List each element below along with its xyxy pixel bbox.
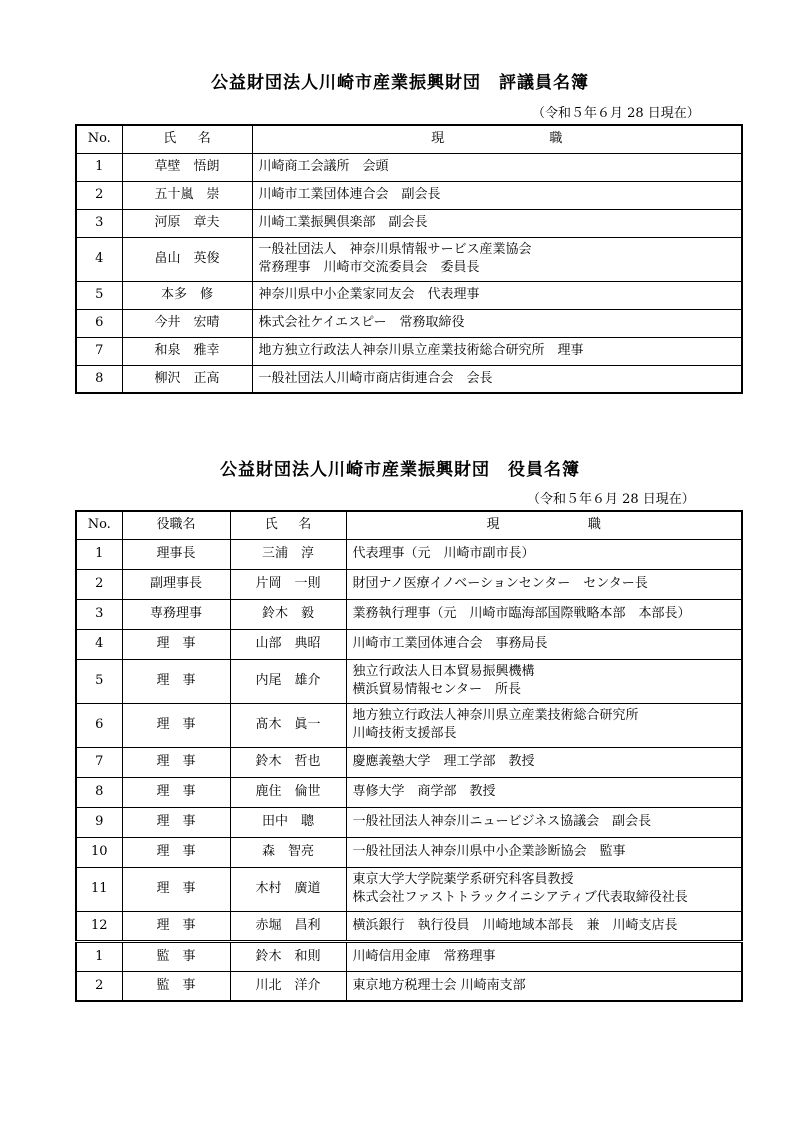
position-line: 川崎技術支援部長 — [352, 726, 457, 741]
row-role: 理 事 — [122, 629, 230, 659]
row-role: 理 事 — [122, 867, 230, 911]
row-no: 4 — [76, 629, 122, 659]
position-cell — [252, 209, 742, 237]
position-line: 常務理事 川崎市交流委員会 委員長 — [258, 260, 480, 275]
officers-title: 公益財団法人川崎市産業振興財団 役員名簿 — [220, 460, 580, 480]
position-line: 株式会社ファストトラックイニシアティブ代表取締役社長 — [352, 890, 688, 905]
header-name — [122, 125, 252, 153]
table-row — [76, 747, 742, 777]
position-cell — [346, 569, 742, 599]
officers-header-row — [76, 511, 742, 539]
position-line: 独立行政法人日本貿易振興機構 — [352, 664, 535, 679]
position-cell — [346, 867, 742, 911]
position-line: 川崎市工業団体連合会 副会長 — [258, 187, 441, 202]
header-pos-a: 現 — [431, 131, 445, 147]
table-row — [76, 629, 742, 659]
position-cell — [346, 747, 742, 777]
table-row — [76, 181, 742, 209]
table-row — [76, 777, 742, 807]
position-line: 業務執行理事（元 川崎市臨海部国際戦略本部 本部長） — [352, 606, 691, 621]
row-no: 9 — [76, 807, 122, 837]
row-role: 理 事 — [122, 703, 230, 747]
row-role: 理 事 — [122, 747, 230, 777]
header-no: No. — [76, 511, 122, 539]
position-line: 地方独立行政法人神奈川県立産業技術総合研究所 理事 — [258, 343, 584, 358]
row-name: 今井 宏晴 — [122, 309, 252, 337]
officers-date: （令和５年６月 28 日現在） — [527, 492, 695, 507]
row-no: 5 — [76, 281, 122, 309]
header-no: No. — [76, 125, 122, 153]
position-line: 東京大学大学院薬学系研究科客員教授 — [352, 872, 574, 887]
table-row — [76, 807, 742, 837]
row-role: 副理事長 — [122, 569, 230, 599]
position-line: 横浜銀行 執行役員 川崎地域本部長 兼 川崎支店長 — [352, 917, 678, 933]
row-role: 理 事 — [122, 807, 230, 837]
position-line: 財団ナノ医療イノベーションセンター センター長 — [352, 576, 648, 591]
row-role: 監 事 — [122, 941, 230, 971]
table-row — [76, 365, 742, 393]
position-cell — [252, 365, 742, 393]
position-line: 川崎市工業団体連合会 事務局長 — [352, 636, 548, 651]
row-no: 8 — [76, 777, 122, 807]
row-name: 鈴木 和則 — [230, 941, 346, 971]
position-cell — [252, 337, 742, 365]
row-no: 3 — [76, 599, 122, 629]
position-line: 地方独立行政法人神奈川県立産業技術総合研究所 — [352, 708, 639, 723]
position-line: 専修大学 商学部 教授 — [352, 784, 496, 799]
header-role: 役職名 — [122, 511, 230, 539]
header-pos-b: 職 — [549, 131, 563, 147]
table-row — [76, 539, 742, 569]
row-no: 2 — [76, 971, 122, 1001]
position-line: 川崎商工会議所 会頭 — [258, 159, 389, 174]
row-name: 五十嵐 崇 — [122, 181, 252, 209]
position-cell — [346, 539, 742, 569]
row-no: 4 — [76, 237, 122, 281]
position-line: 一般社団法人神奈川県中小企業診断協会 監事 — [352, 844, 626, 859]
header-position — [346, 511, 742, 539]
row-no: 1 — [76, 941, 122, 971]
table-row — [76, 659, 742, 703]
position-cell — [346, 837, 742, 867]
row-role: 監 事 — [122, 971, 230, 1001]
row-no: 10 — [76, 837, 122, 867]
position-cell — [346, 599, 742, 629]
row-name: 三浦 淳 — [230, 539, 346, 569]
position-cell — [252, 181, 742, 209]
row-no: 6 — [76, 309, 122, 337]
position-line: 一般社団法人 神奈川県情報サービス産業協会 — [258, 242, 532, 257]
row-name: 畠山 英俊 — [122, 237, 252, 281]
table-row — [76, 599, 742, 629]
table-row — [76, 281, 742, 309]
row-name: 和泉 雅幸 — [122, 337, 252, 365]
header-name-b: 名 — [197, 131, 211, 147]
trustees-title: 公益財団法人川崎市産業振興財団 評議員名簿 — [211, 73, 589, 93]
position-cell — [252, 153, 742, 181]
position-line: 一般社団法人川崎市商店街連合会 会長 — [258, 370, 493, 386]
officers-table — [75, 510, 743, 1002]
table-row — [76, 237, 742, 281]
row-no: 2 — [76, 181, 122, 209]
row-no: 1 — [76, 153, 122, 181]
header-name — [230, 511, 346, 539]
row-name: 田中 聰 — [230, 807, 346, 837]
position-line: 川崎工業振興倶楽部 副会長 — [258, 215, 428, 230]
table-row — [76, 867, 742, 911]
position-cell — [252, 281, 742, 309]
position-line: 慶應義塾大学 理工学部 教授 — [352, 754, 535, 769]
row-name: 鈴木 哲也 — [230, 747, 346, 777]
position-cell — [252, 237, 742, 281]
trustees-date: （令和５年６月 28 日現在） — [532, 106, 700, 121]
position-cell — [346, 703, 742, 747]
row-no: 12 — [76, 911, 122, 941]
row-name: 柳沢 正高 — [122, 365, 252, 393]
row-name: 草壁 悟朗 — [122, 153, 252, 181]
row-no: 7 — [76, 337, 122, 365]
row-no: 7 — [76, 747, 122, 777]
table-row — [76, 911, 742, 941]
row-role: 理 事 — [122, 911, 230, 941]
position-cell — [346, 911, 742, 941]
row-name: 木村 廣道 — [230, 867, 346, 911]
header-position — [252, 125, 742, 153]
row-name: 髙木 眞一 — [230, 703, 346, 747]
row-no: 8 — [76, 365, 122, 393]
row-no: 6 — [76, 703, 122, 747]
position-cell — [346, 777, 742, 807]
position-cell — [346, 629, 742, 659]
position-cell — [346, 941, 742, 971]
header-name-a: 氏 — [264, 517, 278, 533]
position-cell — [346, 807, 742, 837]
row-name: 山部 典昭 — [230, 629, 346, 659]
table-row — [76, 337, 742, 365]
table-row — [76, 569, 742, 599]
row-no: 5 — [76, 659, 122, 703]
table-row — [76, 209, 742, 237]
row-name: 鹿住 倫世 — [230, 777, 346, 807]
table-row — [76, 971, 742, 1001]
position-line: 川崎信用金庫 常務理事 — [352, 948, 496, 964]
header-name-b: 名 — [298, 517, 312, 533]
position-line: 東京地方税理士会 川崎南支部 — [352, 977, 526, 993]
table-row — [76, 941, 742, 971]
trustees-header-row — [76, 125, 742, 153]
row-no: 2 — [76, 569, 122, 599]
position-line: 神奈川県中小企業家同友会 代表理事 — [258, 287, 480, 302]
row-role: 理 事 — [122, 777, 230, 807]
trustees-table — [75, 124, 743, 394]
position-line: 代表理事（元 川崎市副市長） — [352, 546, 535, 561]
table-row — [76, 309, 742, 337]
row-name: 鈴木 毅 — [230, 599, 346, 629]
row-name: 内尾 雄介 — [230, 659, 346, 703]
position-line: 株式会社ケイエスピー 常務取締役 — [258, 315, 465, 330]
row-no: 3 — [76, 209, 122, 237]
row-role: 理事長 — [122, 539, 230, 569]
row-role: 専務理事 — [122, 599, 230, 629]
row-name: 河原 章夫 — [122, 209, 252, 237]
row-name: 森 智亮 — [230, 837, 346, 867]
position-line: 横浜貿易情報センター 所長 — [352, 682, 521, 697]
row-role: 理 事 — [122, 837, 230, 867]
row-name: 片岡 一則 — [230, 569, 346, 599]
row-no: 1 — [76, 539, 122, 569]
position-line: 一般社団法人神奈川ニュービジネス協議会 副会長 — [352, 814, 652, 829]
header-pos-b: 職 — [587, 517, 601, 533]
table-row — [76, 837, 742, 867]
position-cell — [346, 971, 742, 1001]
position-cell — [346, 659, 742, 703]
row-no: 11 — [76, 867, 122, 911]
table-row — [76, 153, 742, 181]
table-row — [76, 703, 742, 747]
row-name: 赤堀 昌利 — [230, 911, 346, 941]
position-cell — [252, 309, 742, 337]
header-pos-a: 現 — [486, 517, 500, 533]
header-name-a: 氏 — [163, 131, 177, 147]
row-name: 本多 修 — [122, 281, 252, 309]
row-role: 理 事 — [122, 659, 230, 703]
row-name: 川北 洋介 — [230, 971, 346, 1001]
